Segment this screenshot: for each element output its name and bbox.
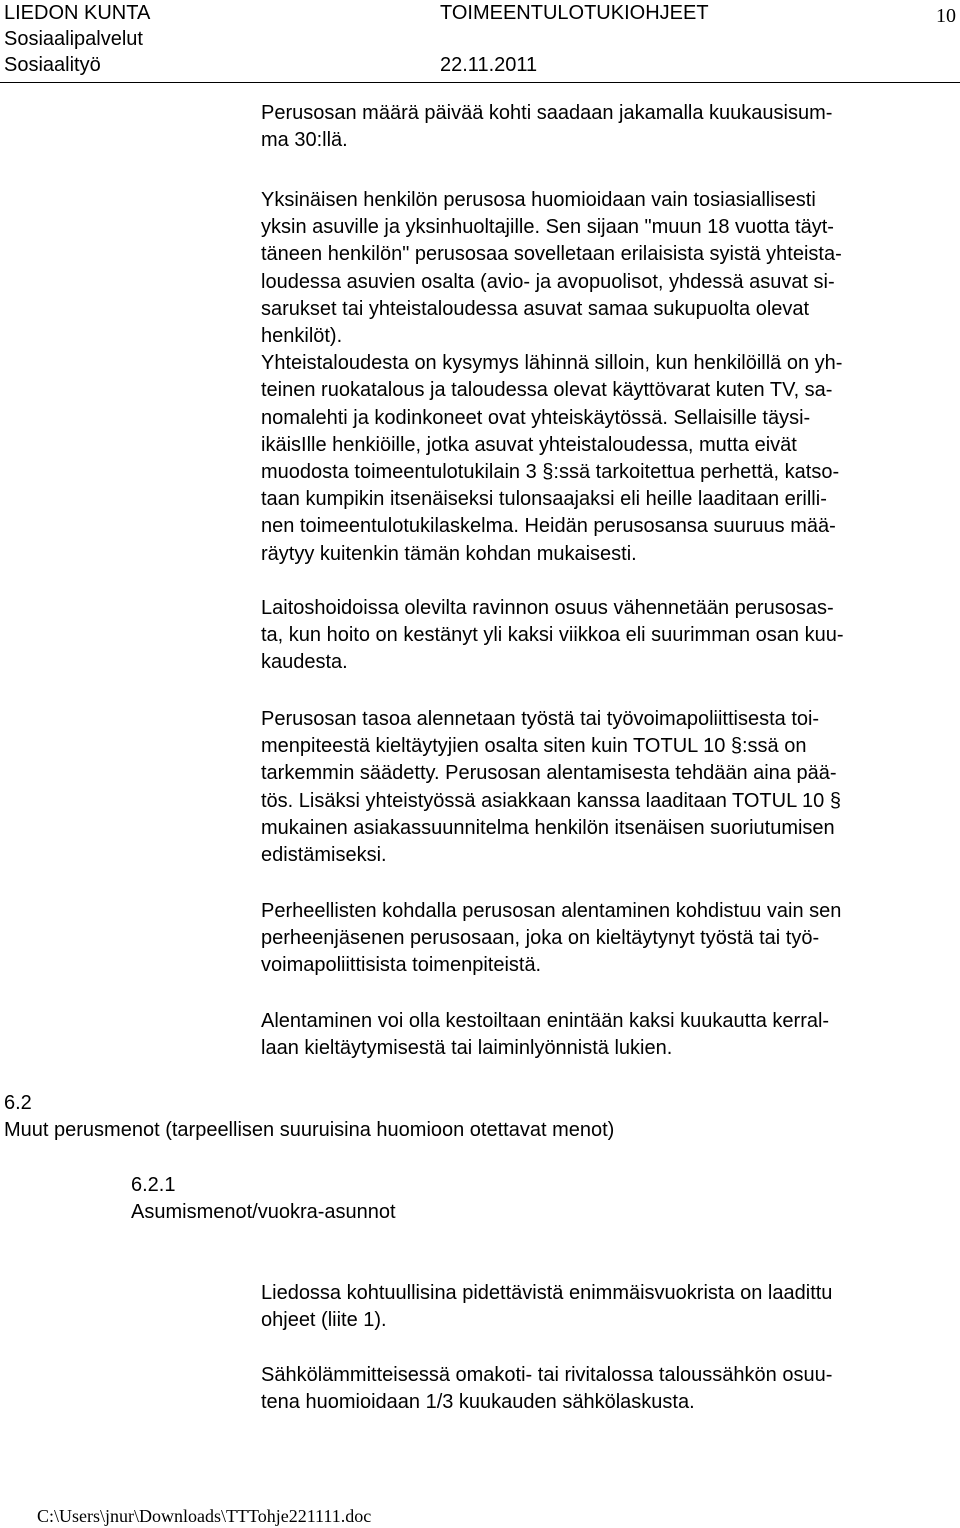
section-heading-6-2-1 — [131, 1172, 396, 1226]
text-line: henkilöt). — [261, 325, 343, 348]
header-center — [440, 0, 709, 78]
paragraph-7 — [261, 1280, 956, 1334]
text-line: muodosta toimeentulotukilain 3 §:ssä tarkoitettua perhettä, katso- — [261, 461, 840, 484]
text-line: kaudesta. — [261, 651, 348, 674]
text-line: Perusosan määrä päivää kohti saadaan jakamalla kuukausisum- — [261, 102, 833, 124]
paragraph-4 — [261, 706, 956, 869]
text-line: Sähkölämmitteisessä omakoti- tai rivitalossa taloussähkön osuu- — [261, 1364, 833, 1386]
section-number: 6.2.1 — [131, 1174, 176, 1196]
document-title: TOIMEENTULOTUKIOHJEET — [440, 2, 709, 24]
text-line: räytyy kuitenkin tämän kohdan mukaisesti. — [261, 542, 637, 565]
text-line: ta, kun hoito on kestänyt yli kaksi viikkoa eli suurimman osan kuu- — [261, 624, 844, 647]
text-line: tarkemmin säädetty. Perusosan alentamisesta tehdään aina pää- — [261, 762, 837, 785]
header-dept: Sosiaalipalvelut — [4, 28, 143, 50]
header-unit: Sosiaalityö — [4, 54, 101, 76]
footer-file-path: C:\Users\jnur\Downloads\TTTohje221111.doc — [37, 1506, 372, 1526]
text-line: Liedossa kohtuullisina pidettävistä enimmäisvuokrista on laadittu — [261, 1282, 833, 1304]
paragraph-2 — [261, 187, 956, 568]
text-line: mukainen asiakassuunnitelma henkilön itsenäisen suoriutumisen — [261, 816, 835, 839]
text-line: ikäisIlle henkiöille, jotka asuvat yhteistaloudessa, mutta eivät — [261, 433, 797, 456]
text-line: Alentaminen voi olla kestoiltaan enintään kaksi kuukautta kerral- — [261, 1010, 830, 1032]
text-line: tös. Lisäksi yhteistyössä asiakkaan kanssa laaditaan TOTUL 10 § — [261, 789, 841, 812]
text-line: laan kieltäytymisestä tai laiminlyönnistä lukien. — [261, 1037, 673, 1060]
text-line: perheenjäsenen perusosaan, joka on kieltäytynyt työstä tai työ- — [261, 927, 820, 950]
text-line: loudessa asuvien osalta (avio- ja avopuolisot, yhdessä asuvat si- — [261, 270, 835, 293]
text-line: Yhteistaloudesta on kysymys lähinnä silloin, kun henkilöillä on yh- — [261, 352, 843, 375]
text-line: voimapoliittisista toimenpiteistä. — [261, 954, 542, 977]
paragraph-1 — [261, 100, 956, 154]
header-org: LIEDON KUNTA — [4, 2, 151, 24]
text-line: yksin asuville ja yksinhuoltajille. Sen sijaan "muun 18 vuotta täyt- — [261, 216, 834, 239]
section-title: Asumismenot/vuokra-asunnot — [131, 1201, 396, 1224]
paragraph-3 — [261, 595, 956, 677]
header-left — [4, 0, 150, 78]
text-line: nomalehti ja kodinkoneet ovat yhteiskäytössä. Sellaisille täysi- — [261, 406, 811, 429]
text-line: taan kumpikin itsenäiseksi tulonsaajaksi eli heille laaditaan erilli- — [261, 488, 827, 511]
text-line: Perheellisten kohdalla perusosan alentaminen kohdistuu vain sen — [261, 900, 842, 922]
header-rule — [0, 82, 960, 83]
text-line: ma 30:llä. — [261, 129, 348, 152]
section-heading-6-2 — [4, 1090, 614, 1144]
text-line: menpiteestä kieltäytyjien osalta siten kuin TOTUL 10 §:ssä on — [261, 735, 807, 758]
text-line: sarukset tai yhteistaloudessa asuvat samaa sukupuolta olevat — [261, 297, 810, 320]
section-title: Muut perusmenot (tarpeellisen suuruisina huomioon otettavat menot) — [4, 1119, 615, 1142]
text-line: Yksinäisen henkilön perusosa huomioidaan vain tosiasiallisesti — [261, 189, 816, 211]
text-line: Perusosan tasoa alennetaan työstä tai työvoimapoliittisesta toi- — [261, 708, 820, 730]
paragraph-5 — [261, 898, 956, 980]
text-line: edistämiseksi. — [261, 844, 387, 867]
section-number: 6.2 — [4, 1092, 32, 1114]
paragraph-8 — [261, 1362, 956, 1416]
page-number: 10 — [936, 5, 956, 27]
document-date: 22.11.2011 — [440, 54, 538, 76]
text-line: ohjeet (liite 1). — [261, 1309, 387, 1332]
paragraph-6 — [261, 1008, 956, 1062]
text-line: teinen ruokatalous ja taloudessa olevat käyttövarat kuten TV, sa- — [261, 379, 833, 402]
text-line: tena huomioidaan 1/3 kuukauden sähkölaskusta. — [261, 1391, 695, 1414]
text-line: nen toimeentulotukilaskelma. Heidän perusosansa suuruus mää- — [261, 515, 836, 538]
text-line: Laitoshoidoissa olevilta ravinnon osuus vähennetään perusosas- — [261, 597, 834, 619]
text-line: täneen henkilön" perusosaa sovelletaan erilaisista syistä yhteista- — [261, 243, 842, 266]
